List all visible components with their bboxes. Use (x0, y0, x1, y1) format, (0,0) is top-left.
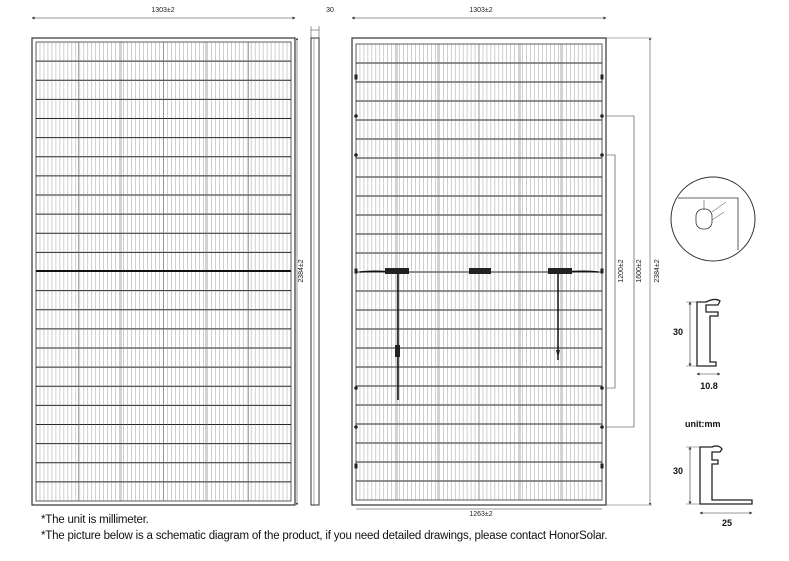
connector-left (395, 345, 400, 357)
back-view (352, 7, 661, 518)
connector-right (556, 350, 560, 358)
front-height-label: 2384±2 (298, 259, 305, 283)
frame-long-width-label: 10.8 (700, 381, 718, 391)
note-schematic: *The picture below is a schematic diagram of the product, if you need detailed drawings, please contact HonorSolar. (41, 530, 608, 542)
front-view (32, 7, 305, 505)
side-thickness-label: 30 (326, 7, 334, 14)
back-width-label: 1303±2 (469, 7, 493, 14)
cable-right (558, 271, 598, 360)
hole-spacing-outer-label: 1600±2 (636, 259, 643, 283)
front-width-label: 1303±2 (151, 7, 175, 14)
cable-left (360, 271, 398, 400)
side-frame (311, 38, 319, 505)
frame-section-long (673, 299, 720, 391)
side-view (311, 7, 334, 505)
unit-label: unit:mm (685, 419, 721, 429)
back-height-label: 2384±2 (654, 259, 661, 283)
junction-box-right (548, 268, 572, 274)
frame-section-short (673, 419, 752, 528)
note-unit: *The unit is millimeter. (41, 514, 149, 526)
junction-box-center (469, 268, 491, 274)
frame-profile-long (697, 299, 720, 366)
frame-short-width-label: 25 (721, 518, 733, 528)
frame-profile-short (700, 446, 752, 504)
hole-spacing-inner-dim (606, 155, 615, 388)
junction-box-left (385, 268, 409, 274)
bottom-width-label: 1263±2 (469, 511, 493, 518)
frame-long-height-label: 30 (672, 327, 684, 337)
frame-short-height-label: 30 (672, 466, 684, 476)
hole-detail (671, 177, 755, 261)
detail-circle (671, 177, 755, 261)
hole-spacing-inner-label: 1200±2 (618, 259, 625, 283)
